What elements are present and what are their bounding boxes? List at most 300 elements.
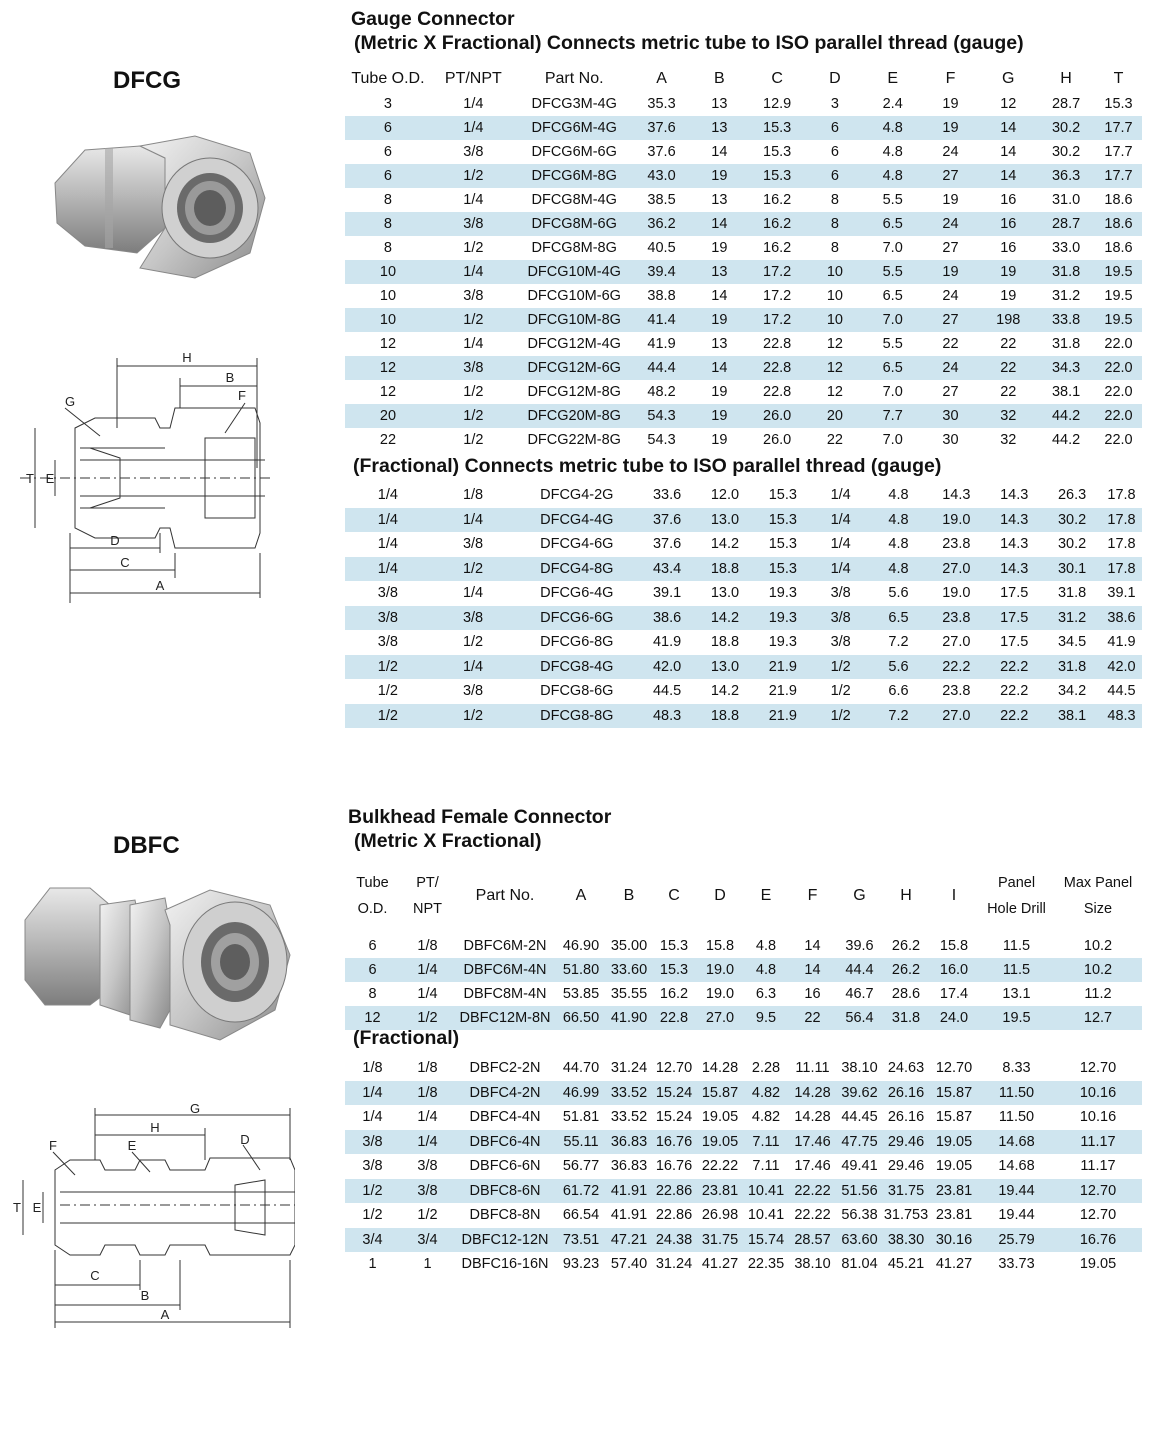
table-cell: 27.0 xyxy=(927,557,985,582)
table-cell: 5.6 xyxy=(888,585,909,602)
column-header: D xyxy=(829,70,841,87)
table-cell: 1/2 xyxy=(400,1006,455,1030)
table-cell: 3/8 xyxy=(345,1130,400,1155)
table-cell: 5.5 xyxy=(864,260,922,284)
table-cell: 23.8 xyxy=(942,536,971,553)
dfcg-title xyxy=(351,7,1024,55)
table-cell: 19.0 xyxy=(942,585,971,602)
table-cell: 7.2 xyxy=(888,634,909,651)
table-cell: 24.0 xyxy=(929,1006,979,1030)
table-cell: 1/2 xyxy=(377,683,398,700)
table-cell: 49.41 xyxy=(841,1158,878,1175)
table-cell: 28.7 xyxy=(1051,96,1081,112)
table-cell: 44.5 xyxy=(1107,683,1136,700)
table-cell: 12.70 xyxy=(1079,1060,1117,1077)
table-cell: 12.70 xyxy=(1079,1207,1117,1224)
table-cell: 10 xyxy=(826,288,843,304)
table-cell: 28.6 xyxy=(891,986,921,1002)
table-cell: 81.04 xyxy=(841,1256,878,1273)
dfcg-dim-E: E xyxy=(45,471,55,486)
column-header: Part No. xyxy=(544,70,604,87)
column-header-line1: B xyxy=(623,887,635,904)
dbfc-dim-E: E xyxy=(127,1138,137,1153)
table-cell: 19 xyxy=(922,116,980,140)
table-cell: 31.24 xyxy=(610,1060,648,1077)
table-cell: DFCG6M-8G xyxy=(516,164,633,188)
table-cell: 19.0 xyxy=(697,958,743,982)
table-cell: 36.2 xyxy=(633,212,691,236)
table-row xyxy=(345,140,1142,164)
table-cell: 4.8 xyxy=(888,536,909,553)
table-row xyxy=(345,356,1142,380)
table-cell: 19.5 xyxy=(1104,288,1133,304)
table-cell: 26.3 xyxy=(1057,487,1087,504)
table-cell: DFCG8M-4G xyxy=(531,192,617,208)
table-cell: DFCG4-6G xyxy=(540,536,614,553)
table-cell: 7.2 xyxy=(870,704,928,729)
table-cell: 38.8 xyxy=(647,288,676,304)
table-cell: DFCG8-6G xyxy=(540,683,614,700)
column-header-line2: O.D. xyxy=(357,901,388,917)
table-cell: 1/4 xyxy=(431,116,516,140)
table-cell: 16.2 xyxy=(748,212,806,236)
table-cell: 6 xyxy=(383,144,392,160)
column-header-line1: I xyxy=(951,887,957,904)
column-header: Tube O.D. xyxy=(351,70,425,87)
table-cell: 3/8 xyxy=(431,606,516,631)
table-cell: 27 xyxy=(922,164,980,188)
table-cell: 51.81 xyxy=(562,1109,600,1126)
table-cell: DFCG6M-6G xyxy=(531,144,617,160)
table-cell: 19.05 xyxy=(1079,1256,1117,1273)
table-cell: 13.1 xyxy=(1002,986,1031,1002)
table-cell: 12 xyxy=(1000,96,1017,112)
table-cell: 15.3 xyxy=(748,164,806,188)
dfcg-dim-H: H xyxy=(182,350,192,365)
table-cell: 35.55 xyxy=(610,986,648,1002)
table-cell: 4.82 xyxy=(751,1109,781,1126)
table-cell: 7.0 xyxy=(882,432,903,448)
table-cell: 23.81 xyxy=(929,1179,979,1204)
table-cell: 1/8 xyxy=(462,487,484,504)
table-cell: 16 xyxy=(1000,192,1017,208)
table-cell: DFCG12M-8G xyxy=(527,384,621,400)
table-cell: 26.0 xyxy=(763,432,792,448)
column-header: PT/NPT xyxy=(444,70,502,87)
table-cell: 14.3 xyxy=(1000,487,1029,504)
column-header: A xyxy=(656,70,667,87)
table-cell: 6.5 xyxy=(864,212,922,236)
table-cell: 14 xyxy=(690,356,748,380)
table-cell: 38.1 xyxy=(1051,384,1081,400)
table-cell: 3/4 xyxy=(400,1228,455,1253)
column-header: G xyxy=(1002,70,1015,87)
table-cell: 33.6 xyxy=(652,487,682,504)
table-cell: DFCG8-8G xyxy=(515,704,638,729)
table-cell: 15.3 xyxy=(754,508,812,533)
table-cell: 6 xyxy=(368,938,377,954)
table-cell: 3 xyxy=(830,96,839,112)
table-cell: 33.52 xyxy=(610,1109,648,1126)
table-cell: DBFC6M-4N xyxy=(455,958,555,982)
table-cell: 19.05 xyxy=(935,1158,973,1175)
table-cell: 15.87 xyxy=(697,1081,743,1106)
table-cell: 48.3 xyxy=(638,704,696,729)
table-cell: 6 xyxy=(806,164,864,188)
table-cell: 54.3 xyxy=(647,432,676,448)
table-cell: 31.75 xyxy=(697,1228,743,1253)
column-header: H xyxy=(1060,70,1072,87)
table-row xyxy=(345,934,1142,958)
table-cell: 1/4 xyxy=(400,958,455,982)
table-cell: 15.74 xyxy=(743,1228,789,1253)
table-cell: 11.11 xyxy=(795,1060,830,1077)
table-cell: DFCG4-4G xyxy=(515,508,638,533)
dbfc-dim-B: B xyxy=(140,1288,150,1303)
table-cell: 10.2 xyxy=(1054,958,1142,982)
table-cell: 7.0 xyxy=(882,384,903,400)
table-row xyxy=(345,1105,1142,1130)
table-cell: 6 xyxy=(345,116,431,140)
table-cell: 27.0 xyxy=(927,704,985,729)
table-cell: 22.8 xyxy=(651,1006,697,1030)
table-cell: 3/8 xyxy=(400,1179,455,1204)
table-cell: 12.70 xyxy=(1054,1179,1142,1204)
table-cell: 38.1 xyxy=(1043,704,1101,729)
table-cell: 24 xyxy=(922,356,980,380)
table-cell: DBFC6-4N xyxy=(455,1130,555,1155)
table-cell: 8 xyxy=(345,212,431,236)
table-cell: 1/8 xyxy=(400,1081,455,1106)
table-cell: 11.50 xyxy=(979,1081,1054,1106)
table-cell: 13 xyxy=(690,116,748,140)
table-cell: 17.7 xyxy=(1095,164,1142,188)
table-cell: 1/4 xyxy=(812,557,870,582)
table-cell: 12 xyxy=(379,336,397,352)
table-cell: 19.0 xyxy=(927,508,985,533)
table-cell: 3/8 xyxy=(463,144,484,160)
table-cell: 41.27 xyxy=(701,1256,739,1273)
table-cell: 6 xyxy=(345,958,400,982)
column-header: F xyxy=(945,70,956,87)
table-cell: 1/4 xyxy=(345,508,431,533)
table-cell: 16 xyxy=(804,986,821,1002)
table-cell: 38.6 xyxy=(638,606,696,631)
table-cell: 20 xyxy=(345,404,431,428)
table-cell: 6.5 xyxy=(882,288,903,304)
table-cell: 3/8 xyxy=(345,606,431,631)
table-row xyxy=(345,236,1142,260)
table-cell: 34.5 xyxy=(1057,634,1087,651)
table-cell: 41.27 xyxy=(935,1256,973,1273)
table-cell: 30 xyxy=(922,404,980,428)
table-cell: 16 xyxy=(979,212,1037,236)
table-cell: 1/4 xyxy=(462,585,484,602)
table-cell: 40.5 xyxy=(647,240,676,256)
table-cell: DFCG8-4G xyxy=(515,655,638,680)
table-cell: 12 xyxy=(826,336,843,352)
table-cell: 1/2 xyxy=(463,432,484,448)
table-cell: 17.8 xyxy=(1107,487,1136,504)
dbfc-code: DBFC xyxy=(113,832,180,859)
table-cell: 9.5 xyxy=(743,1006,789,1030)
table-cell: 19.44 xyxy=(998,1207,1035,1224)
table-cell: DBFC8M-4N xyxy=(463,986,547,1002)
table-cell: 41.9 xyxy=(647,336,676,352)
table-cell: 15.24 xyxy=(651,1081,697,1106)
table-cell: 1/2 xyxy=(431,704,516,729)
table-row xyxy=(345,1081,1142,1106)
table-cell: 17.8 xyxy=(1101,557,1142,582)
table-cell: 15.3 xyxy=(748,116,806,140)
table-cell: 1/4 xyxy=(377,536,398,553)
column-header-line1: PT/ xyxy=(416,875,439,891)
column-header: C xyxy=(771,70,783,87)
table-cell: 1/4 xyxy=(431,655,516,680)
dfcg-dim-B: B xyxy=(225,370,235,385)
table-row xyxy=(345,532,1142,557)
table-cell: 14 xyxy=(711,288,728,304)
table-cell: 44.45 xyxy=(841,1109,878,1126)
table-cell: 19 xyxy=(690,164,748,188)
table-cell: 13 xyxy=(690,260,748,284)
table-cell: 32 xyxy=(1000,432,1017,448)
table-cell: 22.0 xyxy=(1104,384,1133,400)
table-cell: 26.0 xyxy=(748,404,806,428)
table-cell: 1/8 xyxy=(417,1060,438,1077)
table-cell: 22.8 xyxy=(763,384,792,400)
table-cell: DBFC4-2N xyxy=(455,1081,555,1106)
column-header-line1: E xyxy=(760,887,772,904)
dbfc-technical-drawing xyxy=(5,1100,295,1330)
table-cell: 44.70 xyxy=(562,1060,600,1077)
table-cell: 14.28 xyxy=(789,1081,836,1106)
table-cell: 22.86 xyxy=(655,1207,693,1224)
table-cell: 14 xyxy=(979,116,1037,140)
table-cell: 57.40 xyxy=(610,1256,648,1273)
table-cell: 30.2 xyxy=(1037,116,1095,140)
table-cell: DBFC2-2N xyxy=(469,1060,541,1077)
dbfc-dim-A: A xyxy=(160,1307,170,1322)
table-cell: 14.28 xyxy=(701,1060,739,1077)
table-cell: 17.7 xyxy=(1095,116,1142,140)
column-header xyxy=(455,870,555,922)
table-cell: 14 xyxy=(804,938,821,954)
table-cell: 31.0 xyxy=(1051,192,1081,208)
table-cell: 8.33 xyxy=(1002,1060,1031,1077)
table-cell: 3/8 xyxy=(812,606,870,631)
table-row xyxy=(345,1056,1142,1081)
table-cell: 8 xyxy=(368,986,377,1002)
table-cell: 1/4 xyxy=(431,508,516,533)
table-cell: 1/4 xyxy=(830,536,851,553)
table-row xyxy=(345,655,1142,680)
table-cell: 22 xyxy=(789,1006,836,1030)
table-cell: 14 xyxy=(1000,144,1017,160)
table-cell: 22.2 xyxy=(985,655,1043,680)
table-cell: DFCG10M-6G xyxy=(527,288,621,304)
table-cell: 1/2 xyxy=(345,704,431,729)
table-cell: 7.7 xyxy=(864,404,922,428)
column-header-line2: NPT xyxy=(413,901,442,917)
table-cell: 19 xyxy=(979,260,1037,284)
column-header xyxy=(651,870,697,922)
table-cell: 31.8 xyxy=(1043,655,1101,680)
table-cell: 15.8 xyxy=(939,938,969,954)
table-cell: 17.5 xyxy=(985,606,1043,631)
table-cell: 1/4 xyxy=(463,96,484,112)
table-cell: 42.0 xyxy=(1101,655,1142,680)
table-cell: 19 xyxy=(690,308,748,332)
table-cell: 6.5 xyxy=(870,606,928,631)
table-cell: 3/8 xyxy=(377,634,398,651)
table-row xyxy=(345,508,1142,533)
table-cell: 17.46 xyxy=(794,1158,831,1175)
table-cell: 48.2 xyxy=(647,384,676,400)
table-cell: 22.22 xyxy=(701,1158,739,1175)
table-cell: 17.5 xyxy=(1000,634,1029,651)
table-cell: 51.56 xyxy=(836,1179,883,1204)
table-cell: DFCG8M-6G xyxy=(516,212,633,236)
table-cell: 4.8 xyxy=(864,116,922,140)
table-cell: 14.3 xyxy=(985,508,1043,533)
table-cell: 39.6 xyxy=(845,938,874,954)
dbfc-fractional-table xyxy=(345,1056,1142,1277)
table-cell: 45.21 xyxy=(887,1256,925,1273)
table-cell: 20 xyxy=(806,404,864,428)
table-cell: 31.753 xyxy=(883,1207,929,1224)
table-cell: 4.8 xyxy=(743,958,789,982)
table-cell: 14.2 xyxy=(696,606,754,631)
table-cell: 3/8 xyxy=(431,356,516,380)
table-cell: 14.3 xyxy=(942,487,971,504)
table-cell: 11.17 xyxy=(1054,1130,1142,1155)
table-row xyxy=(345,1154,1142,1179)
table-cell: 42.0 xyxy=(638,655,696,680)
table-cell: 8 xyxy=(830,192,839,208)
table-cell: 66.54 xyxy=(562,1207,600,1224)
table-cell: 41.9 xyxy=(652,634,682,651)
table-cell: 10.2 xyxy=(1083,938,1113,954)
dfcg-dim-F: F xyxy=(238,388,246,403)
table-cell: 4.8 xyxy=(888,487,909,504)
table-cell: 11.50 xyxy=(998,1109,1035,1126)
table-cell: 22.8 xyxy=(748,356,806,380)
table-cell: 10.41 xyxy=(747,1207,785,1224)
table-cell: 17.4 xyxy=(939,986,969,1002)
dbfc-dim-F: F xyxy=(49,1138,57,1153)
table-cell: DFCG6-4G xyxy=(540,585,614,602)
table-cell: 44.4 xyxy=(633,356,691,380)
dfcg-code: DFCG xyxy=(113,67,181,94)
table-cell: 93.23 xyxy=(562,1256,600,1273)
table-cell: 1/2 xyxy=(463,240,484,256)
dbfc-dim-T: T xyxy=(13,1200,21,1215)
table-cell: 6 xyxy=(806,116,864,140)
table-cell: 19.3 xyxy=(768,634,797,651)
table-cell: 13 xyxy=(711,96,728,112)
column-header xyxy=(789,870,836,922)
table-cell: 31.8 xyxy=(1051,336,1081,352)
table-cell: 17.8 xyxy=(1107,536,1136,553)
table-cell: 1 xyxy=(368,1256,377,1273)
table-cell: 46.7 xyxy=(845,986,874,1002)
column-header-line1: Panel xyxy=(997,875,1036,891)
table-cell: 14 xyxy=(711,144,728,160)
table-cell: 1/4 xyxy=(463,336,484,352)
table-cell: 6 xyxy=(830,144,839,160)
table-cell: 3/8 xyxy=(462,683,484,700)
table-row xyxy=(345,679,1142,704)
column-header-line1: A xyxy=(575,887,587,904)
table-cell: 43.0 xyxy=(633,164,691,188)
table-cell: 22.0 xyxy=(1104,432,1133,448)
table-cell: 56.77 xyxy=(562,1158,600,1175)
table-cell: 1/8 xyxy=(362,1060,383,1077)
table-cell: DFCG20M-8G xyxy=(516,404,633,428)
table-cell: 6.6 xyxy=(888,683,909,700)
table-cell: 41.9 xyxy=(1107,634,1136,651)
table-cell: 55.11 xyxy=(555,1130,607,1155)
table-cell: 31.8 xyxy=(1057,585,1087,602)
table-cell: 15.3 xyxy=(763,144,792,160)
table-cell: 22 xyxy=(826,432,843,448)
table-cell: 16 xyxy=(1000,240,1017,256)
table-row xyxy=(345,164,1142,188)
dbfc-title xyxy=(348,805,611,853)
table-cell: 31.2 xyxy=(1051,288,1081,304)
table-cell: 10 xyxy=(345,260,431,284)
table-cell: 12.9 xyxy=(763,96,792,112)
table-cell: 3/4 xyxy=(345,1228,400,1253)
dfcg-fractional-heading: (Fractional) Connects metric tube to ISO parallel thread (gauge) xyxy=(353,455,942,477)
table-cell: 2.4 xyxy=(882,96,903,112)
table-row xyxy=(345,557,1142,582)
dfcg-dim-D: D xyxy=(110,533,120,548)
table-cell: 21.9 xyxy=(754,655,812,680)
table-cell: 37.6 xyxy=(652,536,682,553)
table-row xyxy=(345,1006,1142,1030)
column-header-line1: H xyxy=(900,887,912,904)
dbfc-dim-D: D xyxy=(240,1132,250,1147)
table-cell: 18.6 xyxy=(1095,212,1142,236)
table-row xyxy=(345,606,1142,631)
dbfc-product-photo xyxy=(20,880,300,1050)
table-cell: 18.8 xyxy=(696,557,754,582)
column-header xyxy=(836,870,883,922)
table-cell: 8 xyxy=(383,192,392,208)
table-cell: 3/8 xyxy=(830,634,851,651)
table-cell: 43.4 xyxy=(638,557,696,582)
table-cell: 36.83 xyxy=(607,1130,651,1155)
table-cell: 1/2 xyxy=(431,164,516,188)
table-cell: 1/2 xyxy=(362,1207,383,1224)
table-cell: 56.4 xyxy=(836,1006,883,1030)
table-cell: 7.11 xyxy=(743,1130,789,1155)
table-cell: 31.8 xyxy=(883,1006,929,1030)
table-cell: 17.2 xyxy=(763,288,792,304)
table-cell: 39.4 xyxy=(633,260,691,284)
table-cell: 1/4 xyxy=(400,1130,455,1155)
table-cell: 12 xyxy=(379,384,397,400)
table-cell: 22 xyxy=(942,336,959,352)
table-cell: 1/2 xyxy=(463,384,484,400)
column-header-line1: G xyxy=(853,887,866,904)
table-cell: 32 xyxy=(979,404,1037,428)
table-cell: 3/8 xyxy=(830,585,851,602)
table-cell: 31.8 xyxy=(1037,260,1095,284)
table-cell: 14.2 xyxy=(710,683,740,700)
